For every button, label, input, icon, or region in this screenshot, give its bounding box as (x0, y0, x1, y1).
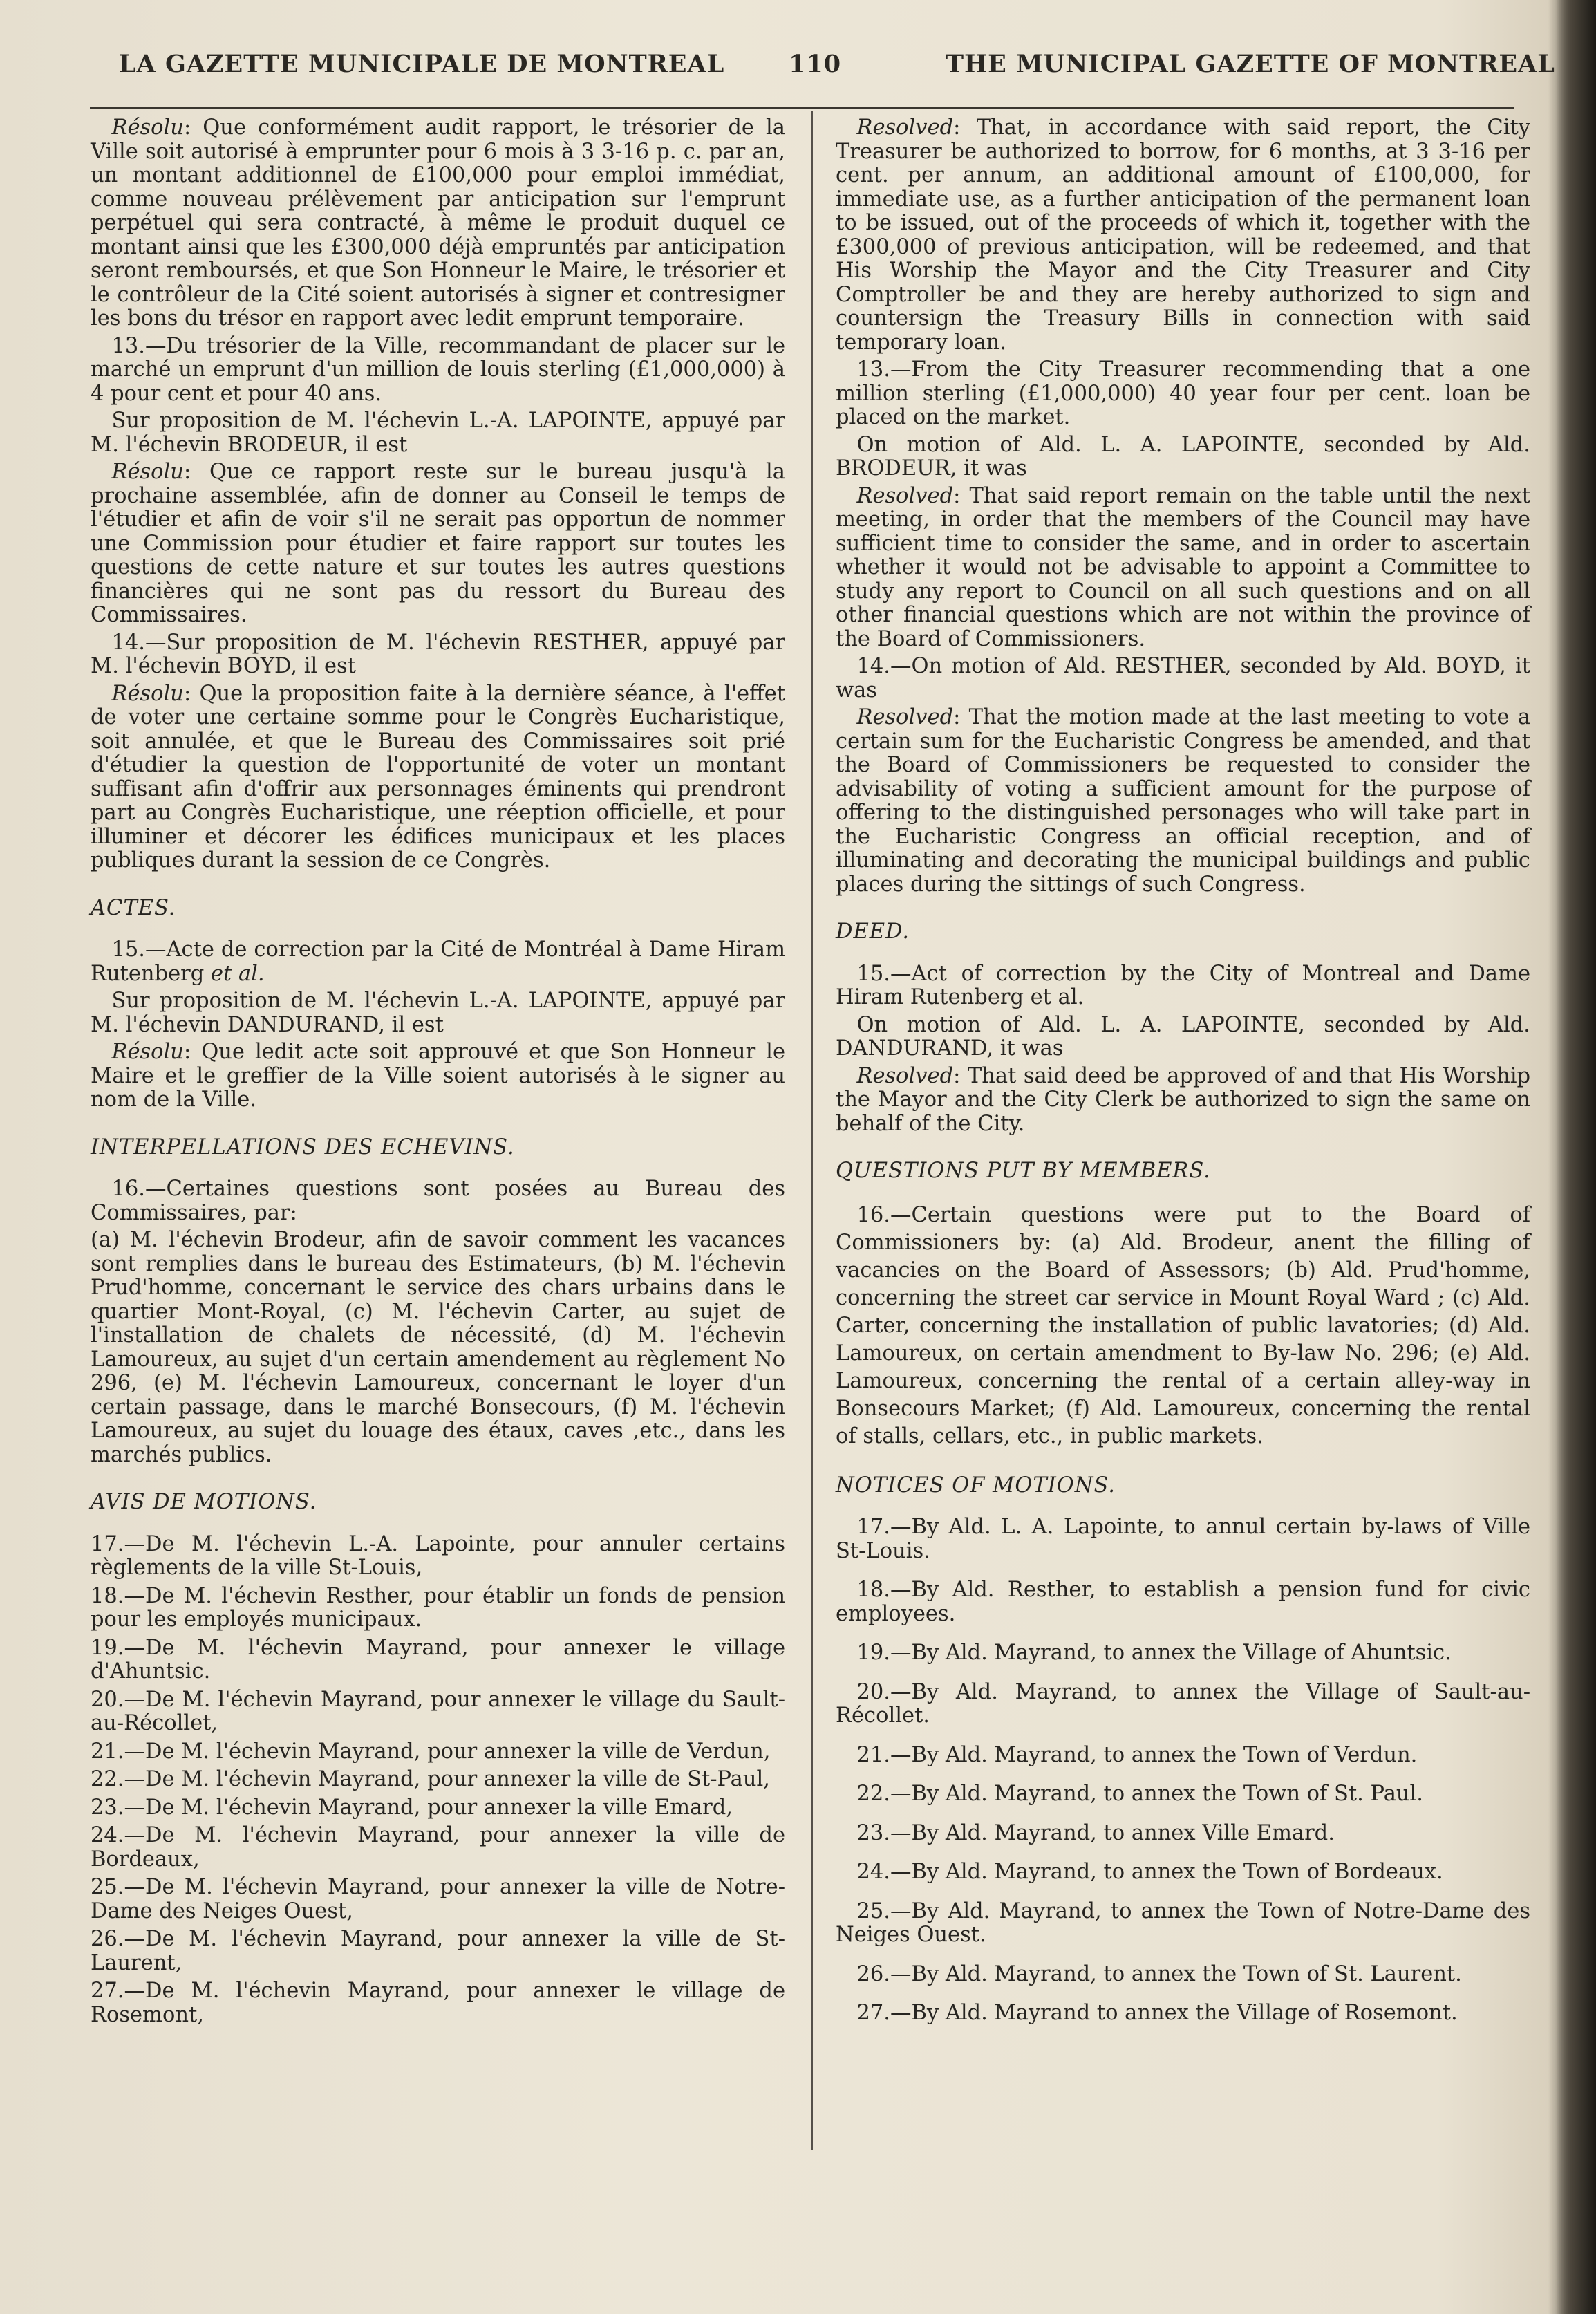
fr-motion-notice: 24.—De M. l'échevin Mayrand, pour annexer la ville de Bordeaux, (91, 1823, 785, 1872)
fr-resolution-4: Résolu: Que ledit acte soit approuvé et que Son Honneur le Maire et le greffier de la Ville soient autorisés à le signer au nom de la Ville. (91, 1040, 785, 1112)
binding-shadow (1556, 0, 1596, 2314)
fr-motion-notice: 26.—De M. l'échevin Mayrand, pour annexer la ville de St-Laurent, (91, 1927, 785, 1975)
header-french-title: LA GAZETTE MUNICIPALE DE MONTREAL (119, 50, 725, 78)
en-motion-notice: 17.—By Ald. L. A. Lapointe, to annul certain by-laws of Ville St-Louis. (836, 1515, 1530, 1563)
en-section-questions: QUESTIONS PUT BY MEMBERS. (836, 1159, 1211, 1183)
en-item-14: 14.—On motion of Ald. RESTHER, seconded by Ald. BOYD, it was (836, 654, 1530, 702)
en-motion-notice: 19.—By Ald. Mayrand, to annex the Village of Ahuntsic. (856, 1641, 1452, 1665)
en-motion-notice: 22.—By Ald. Mayrand, to annex the Town of St. Paul. (856, 1782, 1423, 1806)
fr-section-interpellations: INTERPELLATIONS DES ECHEVINS. (91, 1135, 515, 1159)
en-motion-notice: 21.—By Ald. Mayrand, to annex the Town of Verdun. (856, 1742, 1418, 1767)
en-motion-notice: 27.—By Ald. Mayrand to annex the Village of Rosemont. (856, 2001, 1458, 2025)
fr-section-avis: AVIS DE MOTIONS. (91, 1490, 317, 1514)
en-item-16: 16.—Certain questions were put to the Board of Commissioners by: (a) Ald. Brodeur, anent the filling of vacancies on the Board of Assessors; (b) Ald. Prud'homme, concerning the street car service in Mount Royal Ward ; (c) Ald. Carter, concerning the installation of public lavatories; (d) Ald. Lamoureux, on certain amendment to By-law No. 296; (e) Ald. Lamoureux, concerning the rental of a certain alley-way in Bonsecours Market; (f) Ald. Lamoureux, concerning the rental of stalls, cellars, etc., in public markets. (836, 1202, 1530, 1448)
en-motion-notice: 26.—By Ald. Mayrand, to annex the Town of St. Laurent. (856, 1961, 1462, 1986)
en-section-deed: DEED. (836, 920, 910, 944)
fr-motion-notice: 20.—De M. l'échevin Mayrand, pour annexer le village du Sault-au-Récollet, (91, 1687, 785, 1735)
fr-item-16-questions: (a) M. l'échevin Brodeur, afin de savoir comment les vacances sont remplies dans le bureau des Estimateurs, (b) M. l'échevin Prud'homme, concernant le service des chars urbains dans le quartier Mont-Royal, (c) M. l'échevin Carter, au sujet de l'installation de chalets de nécessité, (d) M. l'échevin Lamoureux, au sujet d'un certain amendement au règlement No 296, (e) M. l'échevin Lamoureux, concernant le loyer d'un certain passage, dans le marché Bonsecours, (f) M. l'échevin Lamoureux, au sujet du louage des étaux, caves ,etc., dans les marchés publics. (91, 1228, 785, 1467)
en-motion-notice: 25.—By Ald. Mayrand, to annex the Town of Notre-Dame des Neiges Ouest. (836, 1898, 1530, 1947)
en-section-notices: NOTICES OF MOTIONS. (836, 1473, 1116, 1497)
fr-item-15: 15.—Acte de correction par la Cité de Montréal à Dame Hiram Rutenberg et al. (91, 937, 785, 986)
fr-motion-notice: 19.—De M. l'échevin Mayrand, pour annexer le village d'Ahuntsic. (91, 1635, 785, 1683)
page-number: 110 (789, 50, 842, 78)
fr-motion-notice: 25.—De M. l'échevin Mayrand, pour annexer la ville de Notre-Dame des Neiges Ouest, (91, 1875, 785, 1923)
fr-item-16: 16.—Certaines questions sont posées au Bureau des Commissaires, par: (91, 1177, 785, 1225)
en-resolution-2: Resolved: That said report remain on the table until the next meeting, in order that the members of the Council may have sufficient time to consider the same, and in order to ascertain whether it would not be advisable to appoint a Committee to study any report to Council on all such questions and on all other financial questions which are not within the province of the Board of Commissioners. (836, 483, 1530, 651)
en-motion-notice: 24.—By Ald. Mayrand, to annex the Town of Bordeaux. (856, 1860, 1443, 1884)
fr-motion-notice: 27.—De M. l'échevin Mayrand, pour annexer le village de Rosemont, (91, 1979, 785, 2027)
en-motion-13: On motion of Ald. L. A. LAPOINTE, seconded by Ald. BRODEUR, it was (836, 432, 1530, 480)
fr-motion-13: Sur proposition de M. l'échevin L.-A. LAPOINTE, appuyé par M. l'échevin BRODEUR, il est (91, 409, 785, 457)
fr-resolution-2: Résolu: Que ce rapport reste sur le bureau jusqu'à la prochaine assemblée, afin de donner au Conseil le temps de l'étudier et afin de voir s'il ne serait pas opportun de nommer une Commission pour étudier et faire rapport sur toutes les questions de cette nature et sur toutes les autres questions financières qui ne sont pas du ressort du Bureau des Commissaires. (91, 460, 785, 627)
en-motion-notice: 20.—By Ald. Mayrand, to annex the Village of Sault-au-Récollet. (836, 1679, 1530, 1728)
fr-motion-notice: 21.—De M. l'échevin Mayrand, pour annexer la ville de Verdun, (91, 1739, 771, 1764)
fr-resolution-3: Résolu: Que la proposition faite à la dernière séance, à l'effet de voter une certaine somme pour le Congrès Eucharistique, soit annulée, et que le Bureau des Commissaires soit prié d'étudier la question de l'opportunité de voter un montant suffisant afin d'offrir aux personnages éminents qui prendront part au Congrès Eucharistique, une réeption officielle, et pour illuminer et décorer les édifices municipaux et les places publiques durant la session de ce Congrès. (91, 681, 785, 873)
en-item-15: 15.—Act of correction by the City of Montreal and Dame Hiram Rutenberg et al. (836, 961, 1530, 1009)
fr-motion-15: Sur proposition de M. l'échevin L.-A. LAPOINTE, appuyé par M. l'échevin DANDURAND, il est (91, 989, 785, 1037)
fr-motion-notice: 23.—De M. l'échevin Mayrand, pour annexer la ville Emard, (91, 1795, 733, 1820)
fr-section-actes: ACTES. (91, 895, 176, 920)
header-rule (90, 107, 1514, 109)
french-column (91, 116, 785, 2031)
fr-item-14: 14.—Sur proposition de M. l'échevin RESTHER, appuyé par M. l'échevin BOYD, il est (91, 630, 785, 678)
column-divider (811, 111, 813, 2150)
fr-item-13: 13.—Du trésorier de la Ville, recommandant de placer sur le marché un emprunt d'un million de louis sterling (£1,000,000) à 4 pour cent et pour 40 ans. (91, 333, 785, 406)
en-resolution-1: Resolved: That, in accordance with said report, the City Treasurer be authorized to borrow, for 6 months, at 3 3-16 per cent. per annum, an additional amount of £100,000, for immediate use, as a further anticipation of the permanent loan to be issued, out of the proceeds of which it, together with the £300,000 of previous anticipation, will be redeemed, and that His Worship the Mayor and the City Treasurer and City Comptroller be and they are hereby authorized to sign and countersign the Treasury Bills in connection with said temporary loan. (836, 115, 1530, 355)
fr-motion-notice: 17.—De M. l'échevin L.-A. Lapointe, pour annuler certains règlements de la ville St-Louis, (91, 1531, 785, 1580)
fr-resolution-1: Résolu: Que conformément audit rapport, le trésorier de la Ville soit autorisé à emprunter pour 6 mois à 3 3-16 p. c. par an, un montant additionnel de £100,000 pour emploi immédiat, comme nouveau prélèvement par anticipation sur l'emprunt perpétuel qui sera contracté, à même le produit duquel ce montant ainsi que les £300,000 déjà empruntés par anticipation seront remboursés, et que Son Honneur le Maire, le trésorier et le contrôleur de la Cité soient autorisés à signer et contresigner les bons du trésor en rapport avec ledit emprunt temporaire. (91, 115, 785, 330)
en-resolution-4: Resolved: That said deed be approved of and that His Worship the Mayor and the City Clerk be authorized to sign the same on behalf of the City. (836, 1063, 1530, 1136)
en-motion-notice: 23.—By Ald. Mayrand, to annex Ville Emard. (856, 1820, 1335, 1845)
english-column (836, 116, 1530, 2041)
fr-motion-notice: 18.—De M. l'échevin Resther, pour établir un fonds de pension pour les employés municipaux. (91, 1583, 785, 1632)
en-motion-15: On motion of Ald. L. A. LAPOINTE, seconded by Ald. DANDURAND, it was (836, 1012, 1530, 1061)
header-english-title: THE MUNICIPAL GAZETTE OF MONTREAL (946, 50, 1555, 78)
en-resolution-3: Resolved: That the motion made at the last meeting to vote a certain sum for the Eucharistic Congress be amended, and that the Board of Commissioners be requested to consider the advisability of voting a sufficient amount for the purpose of offering to the distinguished personages who will take part in the Eucharistic Congress an official reception, and of illuminating and decorating the municipal buildings and public places during the sittings of such Congress. (836, 705, 1530, 897)
en-motion-notice: 18.—By Ald. Resther, to establish a pension fund for civic employees. (836, 1578, 1530, 1626)
fr-motion-notice: 22.—De M. l'échevin Mayrand, pour annexer la ville de St-Paul, (91, 1767, 770, 1791)
en-item-13: 13.—From the City Treasurer recommending that a one million sterling (£1,000,000) 40 year four per cent. loan be placed on the market. (836, 357, 1530, 429)
